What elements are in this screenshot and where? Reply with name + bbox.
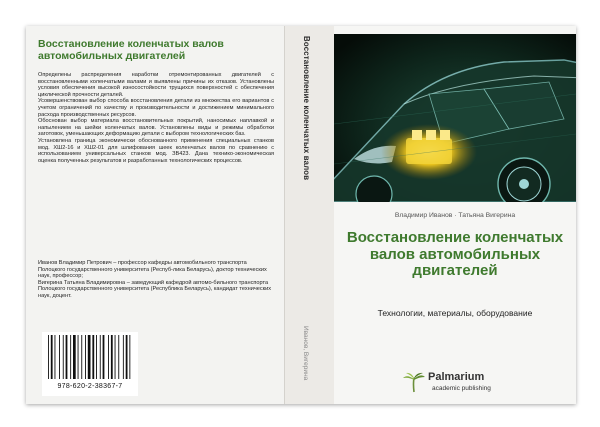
spine-title: Восстановление коленчатых валов — [302, 36, 311, 181]
author-bio: Иванов Владимир Петрович – профессор кафедры автомобильного транспорта Полоцкого государственного университета (Респуб-лика Беларусь), доктор технических наук, профессор; Вигерина Татьяна Владимировна – заведующий кафедрой автомо-бильного транспорта Полоцкого государственного университета (Республика Беларусь), кандидат технических наук, доцент. — [38, 260, 272, 299]
isbn-number: 978-620-2-38367-7 — [57, 383, 123, 390]
palmarium-logo-icon — [402, 372, 426, 394]
front-cover — [334, 26, 576, 404]
barcode-panel — [42, 332, 138, 396]
book-spine — [284, 26, 336, 404]
publisher-logo — [394, 366, 524, 398]
barcode-icon — [47, 335, 133, 381]
publisher-name: Palmarium — [428, 371, 485, 383]
back-cover-title: Восстановление коленчатых валов автомобильных двигателей — [38, 38, 224, 62]
front-cover-authors: Владимир Иванов · Татьяна Вигерина — [394, 212, 516, 219]
back-cover — [26, 26, 284, 404]
publisher-tagline: academic publishing — [432, 385, 491, 392]
book-cover — [26, 26, 576, 404]
front-cover-subtitle: Технологии, материалы, оборудование — [377, 308, 533, 318]
back-cover-blurb: Определены распределения наработки отремонтированных двигателей с восстановленными коленчатыми валами и выявлены причины их отказов. Установлены условия обеспечения высокой износостойкости трущихся поверхностей с обеспечения циклической прочности деталей. Усовершенствован выбор способа восстановления детали из множества его вариантов с учетом ограничений по качеству и производительности и достижением минимального расхода производственных ресурсов. Обоснован выбор материала восстановительных покрытий, наносимых наплавкой и напылением на шейки коленчатых валов. Установлены виды и режимы обработки заготовок, уменьшающих деформацию детали с выбором технологических баз. Установлена граница экономически обоснованного применения специальных станков мод. ХШ2-16 и ХШ2-01 для шлифования шеек коленчатых валов по сравнению с использованием универсальных станков мод. ЗВ423. Дана технико-экономическая оценка полученных результатов и разработанных технологических процессов. — [38, 72, 274, 164]
car-engine-xray-image — [334, 34, 576, 202]
front-cover-title: Восстановление коленчатых валов автомобильных двигателей — [346, 229, 564, 279]
spine-authors: Иванов, Вигерина — [302, 326, 309, 381]
